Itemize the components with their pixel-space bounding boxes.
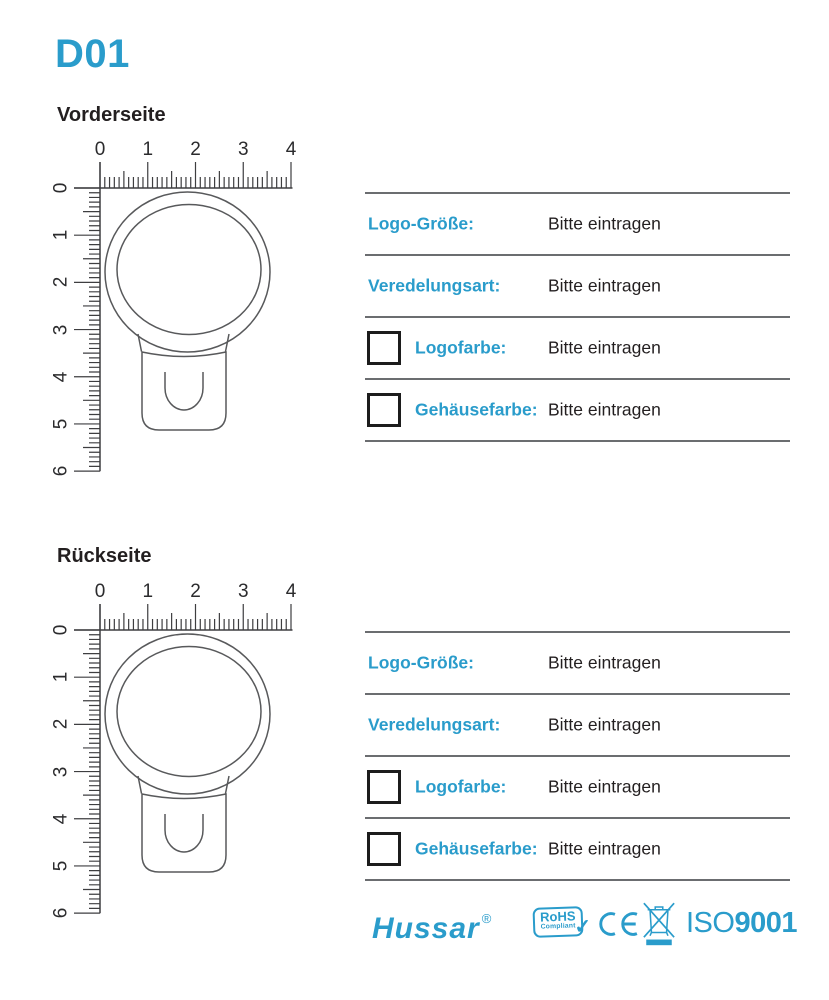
section-heading-front: Vorderseite — [57, 104, 166, 126]
rohs-badge-line1: RoHS — [539, 908, 576, 925]
ruler-h-label: 2 — [190, 139, 201, 160]
ce-mark-icon — [597, 911, 641, 937]
registered-trademark-icon: ® — [481, 911, 493, 926]
brand-name: Hussar — [372, 912, 480, 945]
ruler-v-label: 2 — [50, 277, 72, 288]
ruler-v-label: 0 — [50, 182, 72, 194]
ruler-v-label: 0 — [50, 624, 72, 636]
product-outline — [105, 634, 270, 872]
ruler-v-label: 3 — [50, 766, 72, 777]
ruler-h-label: 3 — [238, 139, 249, 160]
footer-certifications — [0, 896, 829, 952]
form-row — [365, 378, 790, 440]
customization-form-back — [365, 631, 790, 881]
ruler-v-label: 1 — [50, 671, 72, 683]
color-checkbox[interactable] — [367, 393, 401, 427]
figure-back — [40, 572, 310, 924]
form-row-label: Logo-Größe: — [368, 213, 474, 234]
form-row — [365, 631, 790, 693]
ruler-v-label: 2 — [50, 719, 72, 730]
form-row-value: Bitte eintragen — [548, 275, 661, 296]
ruler-h-label: 1 — [142, 581, 154, 602]
customization-form-front — [365, 192, 790, 442]
ruler-h-label: 0 — [94, 581, 106, 602]
form-row-label: Gehäusefarbe: — [415, 838, 538, 859]
form-row-value: Bitte eintragen — [548, 714, 661, 735]
form-row-value: Bitte eintragen — [548, 838, 661, 859]
page-title: D01 — [55, 32, 130, 76]
ruler-and-product-drawing-back — [40, 572, 310, 924]
form-row — [365, 817, 790, 879]
ruler-h-label: 4 — [285, 581, 297, 602]
ruler-v-label: 5 — [50, 418, 72, 430]
form-row-value: Bitte eintragen — [548, 213, 661, 234]
form-row — [365, 693, 790, 755]
product-outline — [105, 192, 270, 430]
form-row — [365, 192, 790, 254]
color-checkbox[interactable] — [367, 331, 401, 365]
ruler-v-label: 1 — [50, 229, 72, 241]
iso-number: 9001 — [734, 907, 797, 939]
form-row-label: Logo-Größe: — [368, 652, 474, 673]
hussar-brand-logo — [372, 908, 493, 945]
figure-front — [40, 130, 310, 482]
section-heading-back: Rückseite — [57, 545, 152, 567]
ruler-h-label: 0 — [94, 139, 106, 160]
rohs-compliant-badge — [532, 906, 592, 939]
form-row-value: Bitte eintragen — [548, 776, 661, 797]
form-row-value: Bitte eintragen — [548, 337, 661, 358]
color-checkbox[interactable] — [367, 770, 401, 804]
ruler-v-label: 6 — [50, 907, 72, 919]
ruler-v-label: 6 — [50, 465, 72, 477]
form-row-value: Bitte eintragen — [548, 652, 661, 673]
iso9001-logo — [686, 909, 797, 938]
form-row-label: Logofarbe: — [415, 776, 507, 797]
ruler-and-product-drawing-front — [40, 130, 310, 482]
ruler-v-label: 4 — [50, 371, 72, 382]
form-row — [365, 254, 790, 316]
form-row-value: Bitte eintragen — [548, 399, 661, 420]
color-checkbox[interactable] — [367, 832, 401, 866]
ruler-h-label: 2 — [190, 581, 201, 602]
form-row — [365, 316, 790, 378]
form-row-label: Logofarbe: — [415, 337, 507, 358]
weee-bin-icon — [642, 899, 676, 947]
ruler-h-label: 4 — [285, 139, 297, 160]
ruler-h-label: 3 — [238, 581, 249, 602]
form-row-label: Veredelungsart: — [368, 275, 501, 296]
ruler-v-label: 5 — [50, 860, 72, 872]
form-row — [365, 755, 790, 817]
ruler-v-label: 4 — [50, 813, 72, 824]
form-row-label: Veredelungsart: — [368, 714, 501, 735]
form-row-label: Gehäusefarbe: — [415, 399, 538, 420]
ruler-v-label: 3 — [50, 324, 72, 335]
iso-prefix: ISO — [686, 907, 735, 939]
ruler-h-label: 1 — [142, 139, 154, 160]
rohs-badge-line2: Compliant — [540, 922, 576, 931]
checkmark-icon: ✓ — [574, 915, 592, 939]
